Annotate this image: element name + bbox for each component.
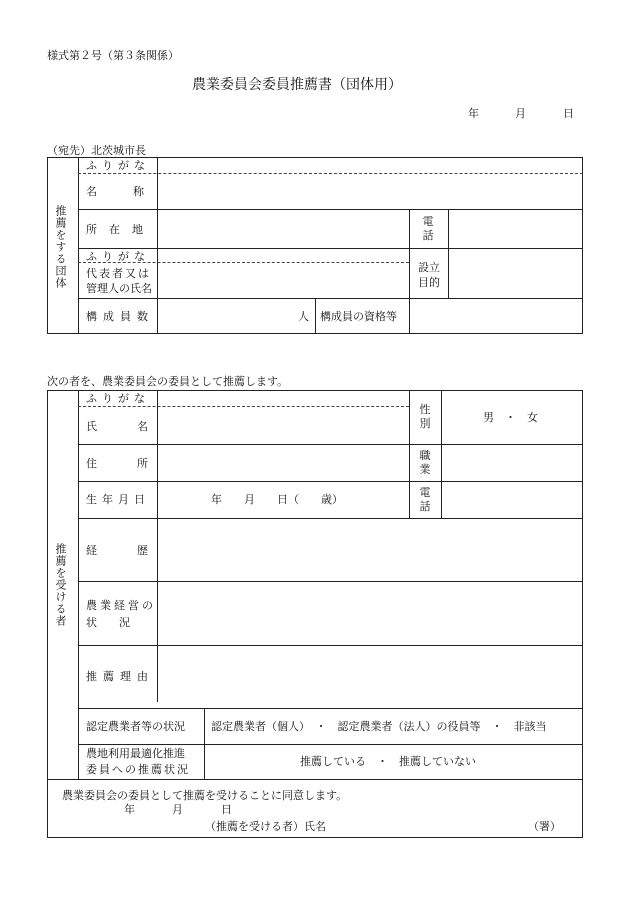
farm-status-line2: 状 況 <box>86 616 130 629</box>
consent-seal: （署） <box>528 820 561 833</box>
date-day: 日 <box>563 107 574 120</box>
consent-month: 月 <box>172 803 183 816</box>
birthdate-value[interactable]: 年 月 日（ 歳） <box>211 493 343 506</box>
nominee-address-field[interactable] <box>158 445 408 480</box>
certified-options[interactable]: 認定農業者（個人） ・ 認定農業者（法人）の役員等 ・ 非該当 <box>211 720 547 733</box>
organization-side-label: 推薦をする団体 <box>54 205 67 289</box>
intro-text: 次の者を、農業委員会の委員として推薦します。 <box>47 375 289 388</box>
org-phone-field[interactable] <box>449 210 582 247</box>
established-purpose-field[interactable] <box>449 249 582 297</box>
gender-options[interactable]: 男 ・ 女 <box>483 411 538 424</box>
org-furigana-label: ふりがな <box>86 159 150 172</box>
rep-furigana-label: ふりがな <box>86 250 150 263</box>
farm-status-field[interactable] <box>158 582 582 644</box>
nominee-furigana-field[interactable] <box>158 391 408 405</box>
nominee-phone-label: 電話 <box>419 486 431 513</box>
person-unit: 人 <box>298 310 309 323</box>
rep-label-line2: 管理人の氏名 <box>86 282 152 295</box>
occupation-label: 職業 <box>419 449 431 476</box>
members-qualification-label: 構成員の資格等 <box>320 310 397 323</box>
promotion-options[interactable]: 推薦している ・ 推薦していない <box>300 755 476 768</box>
nominee-address-label: 住所 <box>86 457 188 470</box>
reason-label: 推薦理由 <box>86 670 154 683</box>
gender-label: 性別 <box>419 403 431 430</box>
nominee-name-label: 氏名 <box>86 420 188 433</box>
consent-text: 農業委員会の委員として推薦を受けることに同意します。 <box>62 789 348 802</box>
members-qualification-field[interactable] <box>410 299 582 333</box>
nominee-side-label: 推薦を受ける者 <box>54 543 67 627</box>
established-label: 設立 <box>418 261 440 274</box>
promotion-label-line2: 委員への推薦状況 <box>86 763 190 776</box>
reason-field[interactable] <box>158 646 582 707</box>
page-title: 農業委員会委員推薦書（団体用） <box>192 77 402 93</box>
consent-day: 日 <box>221 803 232 816</box>
org-name-field[interactable] <box>158 175 582 208</box>
date-month: 月 <box>515 107 526 120</box>
nominee-name-field[interactable] <box>158 408 408 443</box>
purpose-label: 目的 <box>418 276 440 289</box>
rep-furigana-field[interactable] <box>158 249 408 261</box>
org-furigana-field[interactable] <box>158 158 582 172</box>
consent-year: 年 <box>124 803 135 816</box>
org-address-field[interactable] <box>158 210 408 247</box>
rep-label-line1: 代表者又は <box>86 267 151 280</box>
form-number: 様式第２号（第３条関係） <box>47 49 179 62</box>
nominee-furigana-label: ふりがな <box>86 392 150 405</box>
occupation-field[interactable] <box>442 445 582 480</box>
members-count-field[interactable] <box>158 299 298 333</box>
org-address-label: 所在地 <box>86 223 155 236</box>
farm-status-line1: 農業経営の <box>86 599 156 612</box>
certified-label: 認定農業者等の状況 <box>86 720 185 733</box>
consent-signature-field[interactable] <box>332 817 522 833</box>
org-phone-label: 電話 <box>422 215 434 242</box>
consent-signer-label: （推薦を受ける者）氏名 <box>205 820 326 833</box>
nominee-phone-field[interactable] <box>442 482 582 517</box>
date-year: 年 <box>468 107 479 120</box>
org-name-label: 名称 <box>86 185 180 198</box>
promotion-label-line1: 農地利用最適化推進 <box>86 747 185 760</box>
rep-name-field[interactable] <box>158 264 408 297</box>
addressee: （宛先）北茨城市長 <box>47 144 146 157</box>
birthdate-label: 生年月日 <box>86 493 150 506</box>
members-count-label: 構成員数 <box>86 310 154 323</box>
career-field[interactable] <box>158 519 582 580</box>
career-label: 経歴 <box>86 544 188 557</box>
